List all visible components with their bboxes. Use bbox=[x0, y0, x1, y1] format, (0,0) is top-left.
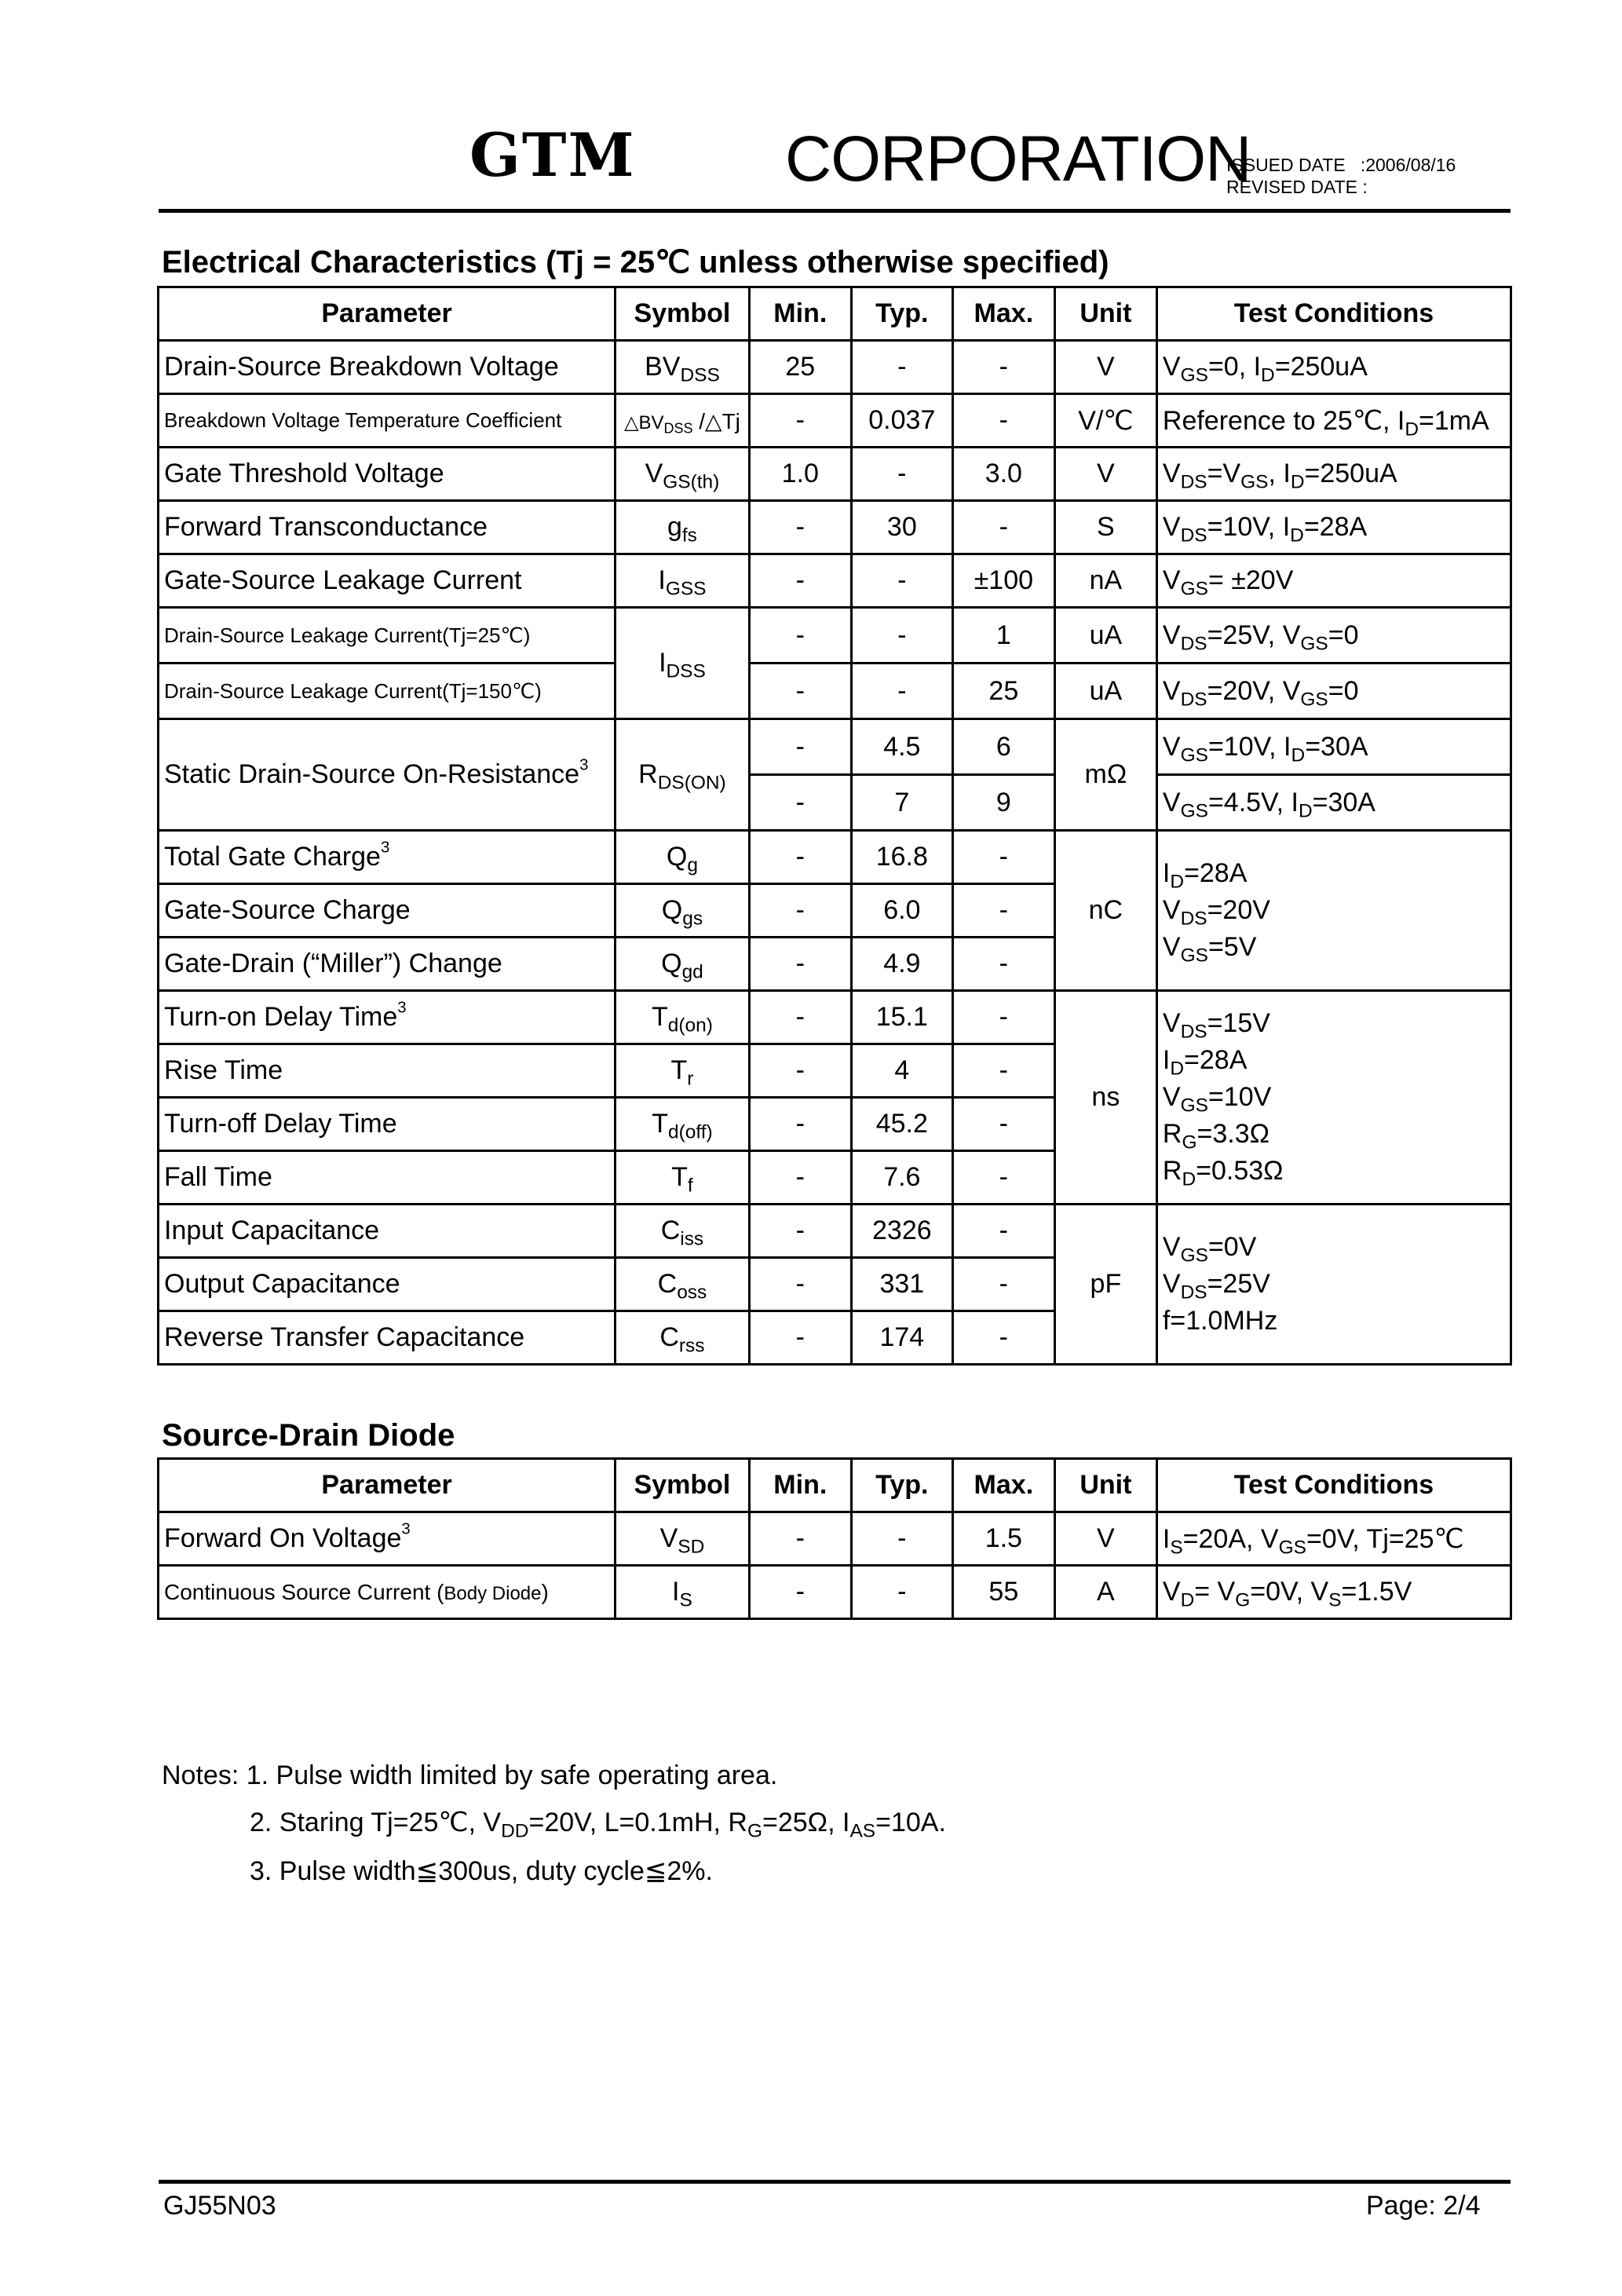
typ-cell: - bbox=[851, 1566, 952, 1619]
symbol-cell: $I_S$ bbox=[616, 1566, 750, 1619]
col-test-conditions: Test Conditions bbox=[1156, 287, 1511, 341]
max-cell: - bbox=[952, 394, 1054, 448]
note-3: 3. Pulse width≦300us, duty cycle≦2%. bbox=[250, 1856, 713, 1886]
issued-date bbox=[1226, 154, 1456, 176]
symbol-cell: $C_{rss}$ bbox=[616, 1311, 750, 1365]
max-cell: - bbox=[952, 1205, 1054, 1258]
symbol-cell: $Q_{gd}$ bbox=[616, 938, 750, 991]
unit-cell: A bbox=[1054, 1566, 1156, 1619]
test-conditions-cell: $I_S=20A$, $V_{GS}=0V$, Tj=25℃ bbox=[1156, 1512, 1511, 1566]
table-row bbox=[159, 448, 1511, 501]
parameter-cell: Static Drain-Source On-Resistance$^3$ bbox=[159, 719, 616, 831]
issued-date-value: :2006/08/16 bbox=[1360, 155, 1456, 175]
test-conditions-cell: $V_{GS}=0$, $I_D=250uA$ bbox=[1156, 341, 1511, 394]
col-test-conditions: Test Conditions bbox=[1156, 1459, 1511, 1512]
symbol-cell: $I_{DSS}$ bbox=[616, 608, 750, 719]
col-parameter: Parameter bbox=[159, 1459, 616, 1512]
min-cell: - bbox=[749, 831, 851, 884]
table-row bbox=[159, 608, 1511, 664]
typ-cell: - bbox=[851, 554, 952, 608]
table-row bbox=[159, 1512, 1511, 1566]
typ-cell: 16.8 bbox=[851, 831, 952, 884]
header-rule bbox=[159, 209, 1511, 213]
max-cell: 25 bbox=[952, 664, 1054, 719]
symbol-cell: $C_{iss}$ bbox=[616, 1205, 750, 1258]
col-max: Max. bbox=[952, 287, 1054, 341]
col-max: Max. bbox=[952, 1459, 1054, 1512]
max-cell: - bbox=[952, 341, 1054, 394]
test-conditions-cell: $V_{GS}=10V$, $I_D=30A$ bbox=[1156, 719, 1511, 775]
parameter-cell: Gate-Source Leakage Current bbox=[159, 554, 616, 608]
max-cell: - bbox=[952, 831, 1054, 884]
min-cell: - bbox=[749, 1044, 851, 1098]
min-cell: - bbox=[749, 775, 851, 831]
max-cell: 1 bbox=[952, 608, 1054, 664]
table-row bbox=[159, 554, 1511, 608]
table-row bbox=[159, 341, 1511, 394]
typ-cell: - bbox=[851, 1512, 952, 1566]
symbol-cell: $R_{DS(ON)}$ bbox=[616, 719, 750, 831]
symbol-cell: $C_{oss}$ bbox=[616, 1258, 750, 1311]
unit-cell: uA bbox=[1054, 608, 1156, 664]
parameter-cell: Gate-Source Charge bbox=[159, 884, 616, 938]
max-cell: - bbox=[952, 1258, 1054, 1311]
unit-cell: V/℃ bbox=[1054, 394, 1156, 448]
min-cell: - bbox=[749, 1098, 851, 1151]
section-title-electrical: Electrical Characteristics (Tj = 25℃ unless otherwise specified) bbox=[162, 245, 1109, 280]
typ-cell: 4 bbox=[851, 1044, 952, 1098]
symbol-cell: $T_{d(on)}$ bbox=[616, 991, 750, 1044]
min-cell: - bbox=[749, 501, 851, 554]
parameter-cell: Rise Time bbox=[159, 1044, 616, 1098]
parameter-cell: Input Capacitance bbox=[159, 1205, 616, 1258]
table-row bbox=[159, 719, 1511, 775]
unit-cell: nC bbox=[1054, 831, 1156, 991]
col-min: Min. bbox=[749, 287, 851, 341]
parameter-cell: Drain-Source Leakage Current(Tj=150℃) bbox=[159, 664, 616, 719]
max-cell: - bbox=[952, 1311, 1054, 1365]
unit-cell: pF bbox=[1054, 1205, 1156, 1365]
typ-cell: 4.5 bbox=[851, 719, 952, 775]
max-cell: - bbox=[952, 884, 1054, 938]
col-typ: Typ. bbox=[851, 1459, 952, 1512]
min-cell: - bbox=[749, 1205, 851, 1258]
table-row bbox=[159, 501, 1511, 554]
unit-cell: mΩ bbox=[1054, 719, 1156, 831]
parameter-cell: Forward Transconductance bbox=[159, 501, 616, 554]
table-row bbox=[159, 1205, 1511, 1258]
typ-cell: - bbox=[851, 664, 952, 719]
test-conditions-cell: Reference to 25℃, $I_D=1mA$ bbox=[1156, 394, 1511, 448]
symbol-cell: $V_{GS(th)}$ bbox=[616, 448, 750, 501]
table-row bbox=[159, 664, 1511, 719]
max-cell: - bbox=[952, 991, 1054, 1044]
test-conditions-cell: $V_D= V_G=0V$, $V_S=1.5V$ bbox=[1156, 1566, 1511, 1619]
electrical-characteristics-table bbox=[157, 286, 1512, 1366]
company-name: CORPORATION bbox=[785, 123, 1251, 195]
max-cell: 55 bbox=[952, 1566, 1054, 1619]
typ-cell: 6.0 bbox=[851, 884, 952, 938]
symbol-cell: $Q_g$ bbox=[616, 831, 750, 884]
parameter-cell: Drain-Source Leakage Current(Tj=25℃) bbox=[159, 608, 616, 664]
max-cell: - bbox=[952, 501, 1054, 554]
parameter-cell: Turn-on Delay Time$^3$ bbox=[159, 991, 616, 1044]
parameter-cell: Drain-Source Breakdown Voltage bbox=[159, 341, 616, 394]
min-cell: - bbox=[749, 554, 851, 608]
unit-cell: ns bbox=[1054, 991, 1156, 1205]
typ-cell: 0.037 bbox=[851, 394, 952, 448]
unit-cell: S bbox=[1054, 501, 1156, 554]
max-cell: - bbox=[952, 1098, 1054, 1151]
test-conditions-cell: $V_{DS}=25V$, $V_{GS}=0$ bbox=[1156, 608, 1511, 664]
min-cell: - bbox=[749, 884, 851, 938]
source-drain-diode-table bbox=[157, 1457, 1512, 1620]
typ-cell: 2326 bbox=[851, 1205, 952, 1258]
parameter-cell: Forward On Voltage$^3$ bbox=[159, 1512, 616, 1566]
min-cell: - bbox=[749, 1512, 851, 1566]
symbol-cell: $T_r$ bbox=[616, 1044, 750, 1098]
max-cell: 1.5 bbox=[952, 1512, 1054, 1566]
col-unit: Unit bbox=[1054, 287, 1156, 341]
test-conditions-cell: $V_{GS}=0V$ $V_{DS}=25V$ f=1.0MHz bbox=[1156, 1205, 1511, 1365]
test-conditions-cell: $V_{DS}=15V$ $I_D=28A$ $V_{GS}=10V$ $R_G=3.3\Omega$ $R_D=0.53\Omega$ bbox=[1156, 991, 1511, 1205]
max-cell: - bbox=[952, 938, 1054, 991]
unit-cell: V bbox=[1054, 448, 1156, 501]
typ-cell: 30 bbox=[851, 501, 952, 554]
test-conditions-cell: $V_{DS}=10V$, $I_D=28A$ bbox=[1156, 501, 1511, 554]
page-number: Page: 2/4 bbox=[1366, 2191, 1481, 2221]
table-header-row bbox=[159, 287, 1511, 341]
parameter-cell: Fall Time bbox=[159, 1151, 616, 1205]
min-cell: - bbox=[749, 664, 851, 719]
max-cell: 9 bbox=[952, 775, 1054, 831]
parameter-cell: Breakdown Voltage Temperature Coefficient bbox=[159, 394, 616, 448]
parameter-cell: Gate-Drain (“Miller”) Change bbox=[159, 938, 616, 991]
test-conditions-cell: $V_{DS}=20V$, $V_{GS}=0$ bbox=[1156, 664, 1511, 719]
min-cell: - bbox=[749, 938, 851, 991]
typ-cell: 45.2 bbox=[851, 1098, 952, 1151]
min-cell: 25 bbox=[749, 341, 851, 394]
typ-cell: 331 bbox=[851, 1258, 952, 1311]
col-min: Min. bbox=[749, 1459, 851, 1512]
col-parameter: Parameter bbox=[159, 287, 616, 341]
min-cell: - bbox=[749, 394, 851, 448]
unit-cell: uA bbox=[1054, 664, 1156, 719]
note-1: Notes: 1. Pulse width limited by safe operating area. bbox=[162, 1760, 778, 1790]
max-cell: - bbox=[952, 1044, 1054, 1098]
document-id: GJ55N03 bbox=[163, 2191, 276, 2221]
symbol-cell: $Q_{gs}$ bbox=[616, 884, 750, 938]
max-cell: 3.0 bbox=[952, 448, 1054, 501]
parameter-cell: Turn-off Delay Time bbox=[159, 1098, 616, 1151]
typ-cell: 174 bbox=[851, 1311, 952, 1365]
min-cell: - bbox=[749, 608, 851, 664]
table-row bbox=[159, 831, 1511, 884]
table-row bbox=[159, 991, 1511, 1044]
parameter-cell: Total Gate Charge$^3$ bbox=[159, 831, 616, 884]
col-symbol: Symbol bbox=[616, 1459, 750, 1512]
unit-cell: nA bbox=[1054, 554, 1156, 608]
min-cell: - bbox=[749, 1311, 851, 1365]
symbol-cell: $g_{fs}$ bbox=[616, 501, 750, 554]
min-cell: - bbox=[749, 1151, 851, 1205]
document-dates bbox=[1226, 154, 1456, 198]
col-unit: Unit bbox=[1054, 1459, 1156, 1512]
table-row bbox=[159, 394, 1511, 448]
footer-rule bbox=[159, 2180, 1511, 2184]
test-conditions-cell: $V_{DS}=V_{GS}$, $I_D=250uA$ bbox=[1156, 448, 1511, 501]
typ-cell: - bbox=[851, 448, 952, 501]
issued-date-label: ISSUED DATE bbox=[1226, 155, 1346, 175]
unit-cell: V bbox=[1054, 1512, 1156, 1566]
note-2: 2. Staring Tj=25℃, $V_{DD}=20V$, L=0.1mH, $R_G=25\Omega$, $I_{AS}=10A$. bbox=[250, 1808, 946, 1842]
max-cell: ±100 bbox=[952, 554, 1054, 608]
company-logo: GTM bbox=[469, 120, 636, 190]
min-cell: - bbox=[749, 1258, 851, 1311]
col-typ: Typ. bbox=[851, 287, 952, 341]
test-conditions-cell: $I_D=28A$ $V_{DS}=20V$ $V_{GS}=5V$ bbox=[1156, 831, 1511, 991]
symbol-cell: $T_f$ bbox=[616, 1151, 750, 1205]
col-symbol: Symbol bbox=[616, 287, 750, 341]
symbol-cell: $V_{SD}$ bbox=[616, 1512, 750, 1566]
min-cell: - bbox=[749, 719, 851, 775]
unit-cell: V bbox=[1054, 341, 1156, 394]
typ-cell: 4.9 bbox=[851, 938, 952, 991]
section-title-source-drain-diode: Source-Drain Diode bbox=[162, 1418, 455, 1453]
symbol-cell: $T_{d(off)}$ bbox=[616, 1098, 750, 1151]
parameter-cell: Reverse Transfer Capacitance bbox=[159, 1311, 616, 1365]
max-cell: - bbox=[952, 1151, 1054, 1205]
symbol-cell: $BV_{DSS}$ bbox=[616, 341, 750, 394]
symbol-cell: $\triangle BV_{DSS}$ /△Tj bbox=[616, 394, 750, 448]
symbol-cell: $I_{GSS}$ bbox=[616, 554, 750, 608]
test-conditions-cell: $V_{GS}= \pm 20V$ bbox=[1156, 554, 1511, 608]
typ-cell: 15.1 bbox=[851, 991, 952, 1044]
parameter-cell: Gate Threshold Voltage bbox=[159, 448, 616, 501]
max-cell: 6 bbox=[952, 719, 1054, 775]
revised-date-label: REVISED DATE : bbox=[1226, 177, 1368, 197]
min-cell: - bbox=[749, 991, 851, 1044]
test-conditions-cell: $V_{GS}=4.5V$, $I_D=30A$ bbox=[1156, 775, 1511, 831]
typ-cell: - bbox=[851, 608, 952, 664]
typ-cell: 7.6 bbox=[851, 1151, 952, 1205]
min-cell: 1.0 bbox=[749, 448, 851, 501]
typ-cell: - bbox=[851, 341, 952, 394]
parameter-cell: Output Capacitance bbox=[159, 1258, 616, 1311]
table-row bbox=[159, 1566, 1511, 1619]
table-header-row bbox=[159, 1459, 1511, 1512]
min-cell: - bbox=[749, 1566, 851, 1619]
parameter-cell: Continuous Source Current (Body Diode) bbox=[159, 1566, 616, 1619]
typ-cell: 7 bbox=[851, 775, 952, 831]
